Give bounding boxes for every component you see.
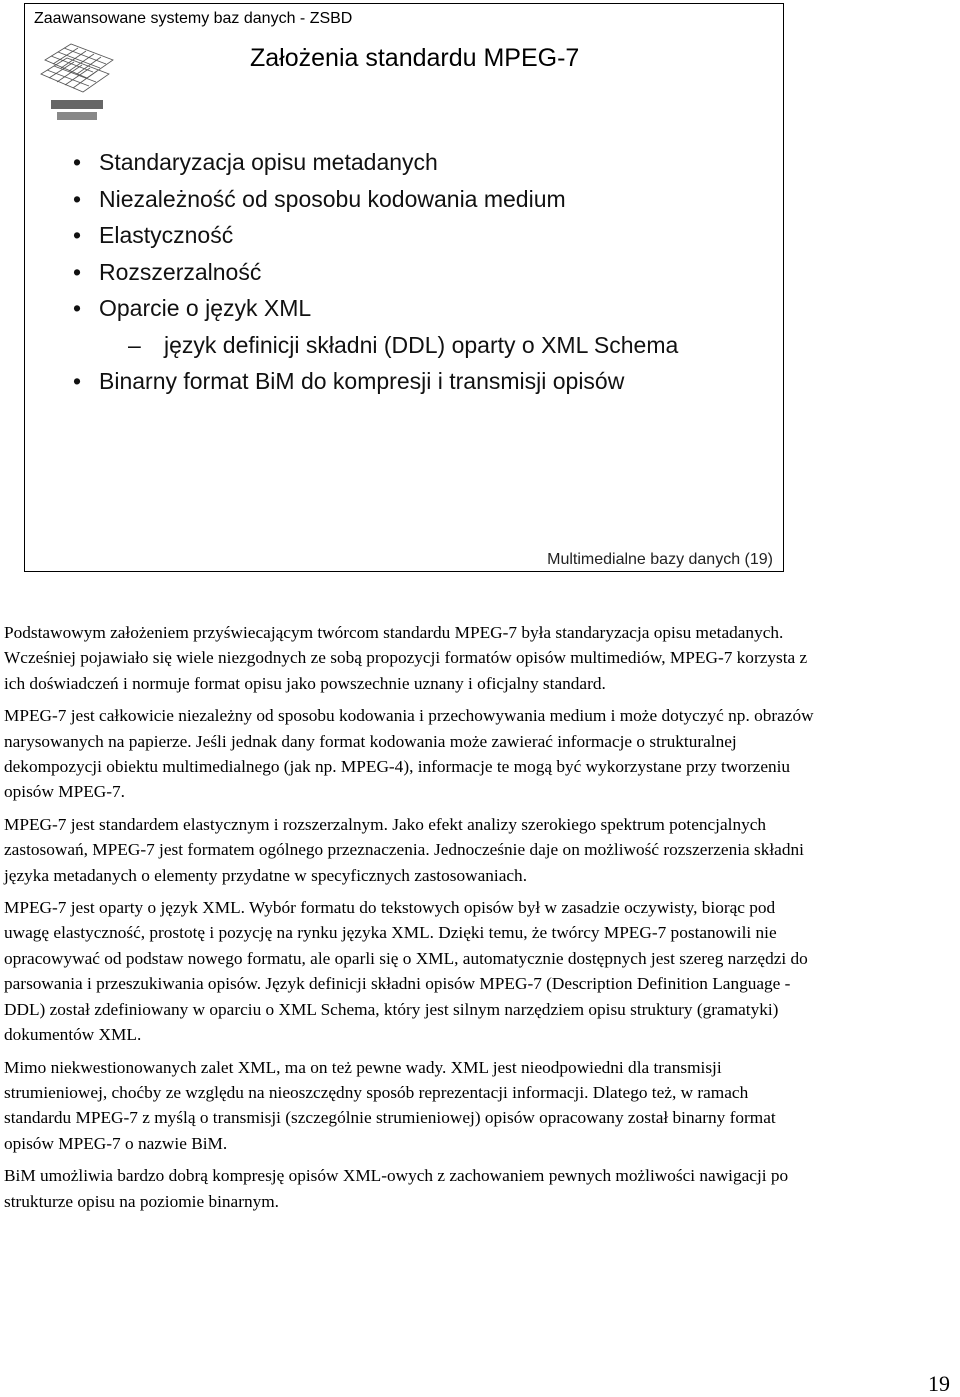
notes-paragraph: MPEG-7 jest standardem elastycznym i rozszerzalnym. Jako efekt analizy szerokiego spektrum potencjalnych zastosowań, MPEG-7 jest formatem ogólnego przeznaczenia. Jednocześnie daje on możliwość rozszerzenia składni języka metadanych o elementy przydatne w specyficznych zastosowaniach. bbox=[4, 814, 804, 885]
slide-footer: Multimedialne bazy danych (19) bbox=[547, 551, 773, 568]
sub-list-item: – język definicji składni (DDL) oparty o XML Schema bbox=[128, 331, 679, 358]
logo-icon bbox=[37, 38, 117, 128]
notes-paragraph: BiM umożliwia bardzo dobrą kompresję opisów XML-owych z zachowaniem pewnych możliwości nawigacji po strukturze opisu na poziomie binarnym. bbox=[4, 1166, 789, 1211]
slide-frame bbox=[24, 3, 784, 572]
list-item: • Standaryzacja opisu metadanych bbox=[73, 149, 438, 175]
list-item: • Oparcie o język XML bbox=[73, 295, 312, 321]
notes-paragraph: MPEG-7 jest oparty o język XML. Wybór formatu do tekstowych opisów był w zasadzie oczywisty, biorąc pod uwagę elastyczność, prostotę i pozycję na rynku języka XML. Dzięki temu, że twórcy MPEG-7 postanowili nie opracowywać od podstaw nowego formatu, ale oparli się o XML, automatycznie dostępnych jest szereg narzędzi do parsowania i przeszukiwania opisów. Język definicji składni opisów MPEG-7 (Description Definition Language - DDL) został zdefiniowany w oparciu o XML Schema, który jest silnym narzędziem opisu struktury (gramatyki) dokumentów XML. bbox=[4, 898, 808, 1045]
bullet-list bbox=[73, 144, 678, 400]
slide-header: Zaawansowane systemy baz danych - ZSBD bbox=[34, 10, 353, 27]
slide-title: Założenia standardu MPEG-7 bbox=[250, 44, 580, 72]
notes-paragraph: Podstawowym założeniem przyświecającym twórcom standardu MPEG-7 była standaryzacja opisu metadanych. Wcześniej pojawiało się wiele niezgodnych ze sobą propozycji formatów opisów multimediów, MPEG-7 korzysta z ich doświadczeń i normuje format opisu jako powszechnie uznany i oficjalny standard. bbox=[4, 623, 808, 693]
list-item: • Binarny format BiM do kompresji i transmisji opisów bbox=[73, 368, 625, 394]
page-number: 19 bbox=[928, 1371, 950, 1396]
notes-paragraph: MPEG-7 jest całkowicie niezależny od sposobu kodowania i przechowywania medium i może dotyczyć np. obrazów narysowanych na papierze. Jeśli jednak dany format kodowania może zawierać informacje o strukturalnej dekompozycji obiektu multimedialnego (jak np. MPEG-4), informacje te mogą być wykorzystane przy tworzeniu opisów MPEG-7. bbox=[4, 706, 814, 802]
notes-paragraph: Mimo niekwestionowanych zalet XML, ma on też pewne wady. XML jest nieodpowiedni dla transmisji strumieniowej, choćby ze względu na nieoszczędny sposób reprezentacji informacji. Dlatego też, w ramach standardu MPEG-7 z myślą o transmisji (szczególnie strumieniowej) opisów opracowany został binarny format opisów MPEG-7 o nazwie BiM. bbox=[4, 1057, 776, 1153]
notes-text bbox=[4, 620, 819, 1221]
list-item: • Rozszerzalność bbox=[73, 258, 262, 285]
list-item: • Elastyczność bbox=[73, 222, 234, 248]
list-item: • Niezależność od sposobu kodowania medium bbox=[73, 185, 566, 212]
